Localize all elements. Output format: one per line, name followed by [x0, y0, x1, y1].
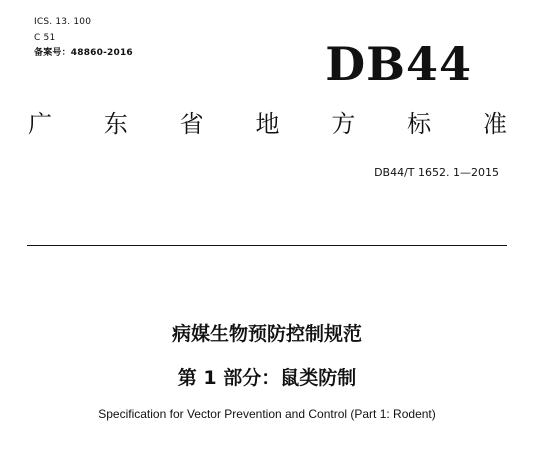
standard-type-char: 准 [482, 110, 507, 138]
standard-type-char: 标 [407, 110, 432, 138]
standard-type-char: 地 [255, 110, 280, 138]
record-number: 备案号：48860-2016 [34, 48, 133, 58]
standard-type-char: 广 [28, 110, 52, 138]
divider-rule [27, 245, 507, 246]
document-title-en: Specification for Vector Prevention and Control (Part 1: Rodent) [98, 407, 436, 421]
document-title: 病媒生物预防控制规范 [171, 323, 362, 345]
standard-type [28, 108, 507, 140]
standard-number: DB44/T 1652. 1—2015 [374, 166, 499, 179]
standard-type-char: 方 [331, 110, 356, 138]
standard-code: DB44 [325, 37, 472, 91]
ics-code: ICS. 13. 100 [34, 17, 92, 27]
standard-type-char: 东 [103, 110, 128, 138]
classification-code: C 51 [34, 33, 56, 43]
document-subtitle: 第 1 部分：鼠类防制 [177, 367, 357, 389]
standard-type-char: 省 [179, 110, 204, 138]
